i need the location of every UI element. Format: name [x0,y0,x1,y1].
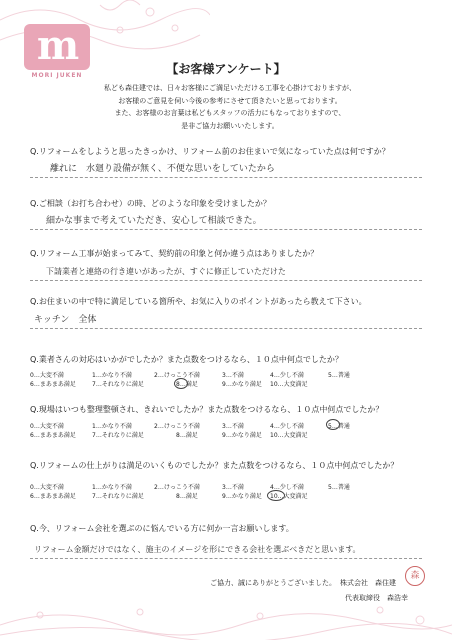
intro-line-2: お客様のご意見を伺い今後の参考にさせて頂きたいと思っております。 [118,96,342,105]
answer-line [30,177,422,178]
scale-option-0: 0…大変不満 [30,372,64,379]
representative-name: 代表取締役 森浩幸 [345,594,408,602]
scale-option-1: 1…かなり不満 [92,423,132,430]
logo-letter: m [36,22,78,69]
scale-option-0: 0…大変不満 [30,423,64,430]
scale-option-8: 8…満足 [176,493,198,500]
scale-option-10: 10…大変満足 [270,493,308,500]
question-5: Q.業者さんの対応はいかがでしたか？また点数をつけるなら、１０点中何点でしたか？ [30,355,343,364]
question-2: Q.ご相談（お打ち合わせ）の時、どのような印象を受けましたか？ [30,199,271,208]
scale-option-2: 2…けっこう不満 [154,423,200,430]
selected-rating-circle [326,419,340,430]
question-6: Q.現場はいつも整理整頓され、きれいでしたか？また点数をつけるなら、１０点中何点でしたか？ [30,405,384,414]
scale-option-6: 6…まあまあ満足 [30,381,76,388]
answer-1: 離れに 水廻り設備が無く、不便な思いをしていたから [50,164,275,174]
answer-4: キッチン 全体 [34,315,97,325]
scale-option-1: 1…かなり不満 [92,484,132,491]
rating-scale-q5 [30,371,422,389]
selected-rating-circle [267,490,285,501]
answer-line [30,229,422,230]
scale-option-3: 3…不満 [222,484,244,491]
answer-line [30,558,422,559]
scale-option-9: 9…かなり満足 [222,381,262,388]
answer-line [30,328,422,329]
answer-8: リフォーム金額だけではなく、施主のイメージを形にできる会社を選ぶべきだと思います。 [34,545,361,554]
page-title: 【お客様アンケート】 [166,62,286,76]
intro-line-3: また、お客様のお言葉は私どもスタッフの活力にもなっておりますので、 [114,109,346,117]
question-7: Q.リフォームの仕上がりは満足のいくものでしたか？また点数をつけるなら、１０点中何点でしたか？ [30,461,399,470]
scale-option-5: 5…普通 [328,484,350,491]
answer-2: 細かな事まで考えていただき、安心して相談できた。 [46,216,262,226]
scale-option-8: 8…満足 [176,381,198,388]
scale-option-7: 7…それなりに満足 [92,432,144,439]
company-name: 株式会社 森住建 [340,579,396,587]
scale-option-10: 10…大変満足 [270,432,308,439]
scale-option-2: 2…けっこう不満 [154,484,200,491]
scale-option-2: 2…けっこう不満 [154,372,200,379]
scale-option-3: 3…不満 [222,423,244,430]
intro-line-4: 是非ご協力お願いいたします。 [181,121,279,130]
scale-option-0: 0…大変不満 [30,484,64,491]
scale-option-9: 9…かなり満足 [222,432,262,439]
seal-stamp: 森 [405,566,425,586]
question-3: Q.リフォーム工事が始まってみて、契約前の印象と何か違う点はありましたか？ [30,249,319,258]
question-1: Q.リフォームをしようと思ったきっかけ、リフォーム前のお住まいで気になっていた点は何ですか？ [30,147,390,156]
scale-option-1: 1…かなり不満 [92,372,132,379]
scale-option-4: 4…少し不満 [270,372,304,379]
scale-option-7: 7…それなりに満足 [92,493,144,500]
answer-3: 下請業者と連絡の行き違いがあったが、すぐに修正していただけた [46,267,286,276]
scale-option-5: 5…普通 [328,372,350,379]
scale-option-6: 6…まあまあ満足 [30,432,76,439]
answer-line [30,280,422,281]
closing-message: ご協力、誠にありがとうございました。 [210,579,336,587]
scale-option-7: 7…それなりに満足 [92,381,144,388]
scale-option-4: 4…少し不満 [270,484,304,491]
scale-option-5: 5…普通 [328,423,350,430]
scale-option-4: 4…少し不満 [270,423,304,430]
scale-option-10: 10…大変満足 [270,381,308,388]
question-4: Q.お住まいの中で特に満足している箇所や、お気に入りのポイントがあったら教えて下さい。 [30,297,367,306]
scale-option-3: 3…不満 [222,372,244,379]
selected-rating-circle [174,378,188,389]
rating-scale-q7 [30,483,422,501]
scale-option-6: 6…まあまあ満足 [30,493,76,500]
scale-option-9: 9…かなり満足 [222,493,262,500]
logo-text: MORI JUKEN [31,72,83,79]
intro-text [60,82,400,132]
intro-line-1: 私ども森住建では、日々お客様にご満足いただける工事を心掛けておりますが、 [104,84,356,92]
scale-option-8: 8…満足 [176,432,198,439]
question-8: Q.今、リフォーム会社を選ぶのに悩んでいる方に何か一言お願いします。 [30,524,294,533]
rating-scale-q6 [30,422,422,440]
